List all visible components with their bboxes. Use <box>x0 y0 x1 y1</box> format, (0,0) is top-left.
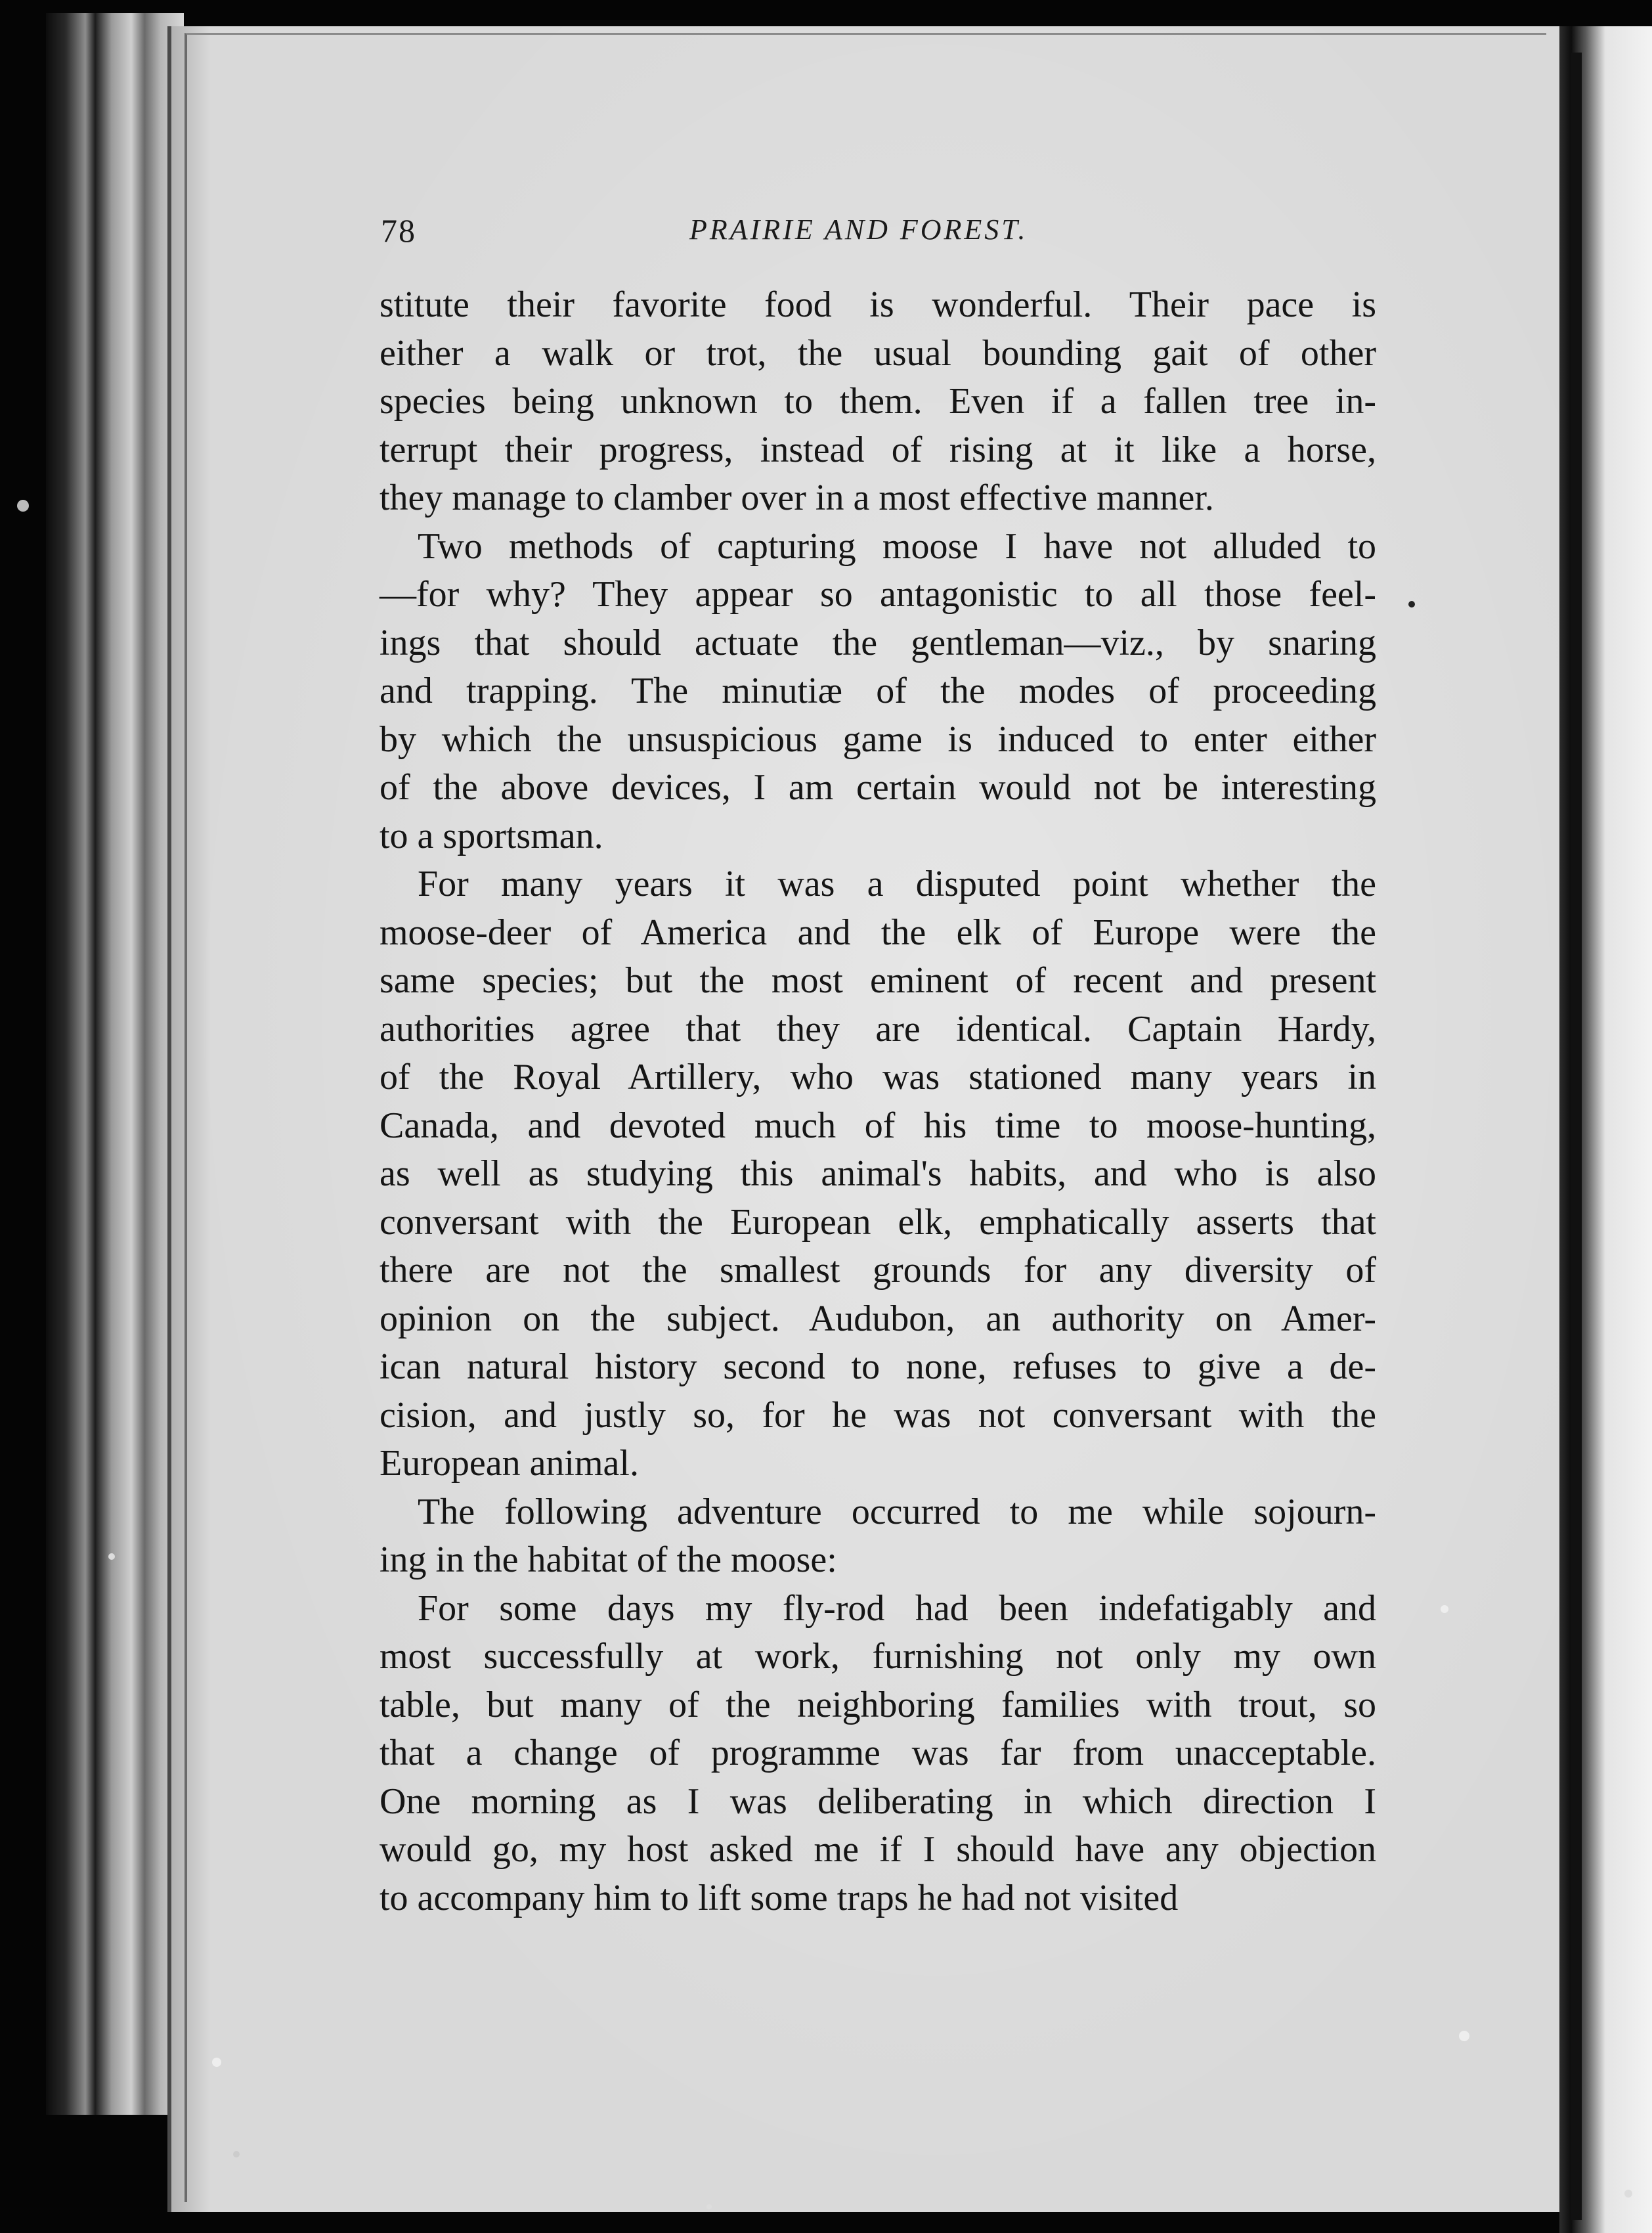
text-line: terrupt their progress, instead of rising at it like a horse, <box>380 429 1376 470</box>
running-header <box>381 211 1372 257</box>
text-line: cision, and justly so, for he was not conversant with the <box>380 1394 1376 1436</box>
text-line: to accompany him to lift some traps he had not visited <box>380 1877 1179 1918</box>
text-line: Two methods of capturing moose I have not alluded to <box>418 525 1376 567</box>
text-line: of the above devices, I am certain would not be interesting <box>380 767 1376 808</box>
text-line: table, but many of the neighboring families with trout, so <box>380 1684 1376 1725</box>
text-line: European animal. <box>380 1443 639 1484</box>
text-line: —for why? They appear so antagonistic to all those feel- <box>380 574 1376 615</box>
text-line: Canada, and devoted much of his time to moose-hunting, <box>380 1105 1376 1146</box>
text-line: stitute their favorite food is wonderful. Their pace is <box>380 284 1376 325</box>
text-line: authorities agree that they are identical. Captain Hardy, <box>380 1008 1376 1050</box>
text-line: For many years it was a disputed point whether the <box>418 864 1376 904</box>
body-text <box>380 281 1376 1922</box>
text-line: of the Royal Artillery, who was stationed many years in <box>380 1057 1376 1097</box>
text-line: most successfully at work, furnishing not only my own <box>380 1636 1376 1677</box>
text-line: there are not the smallest grounds for any diversity of <box>380 1250 1376 1291</box>
speck <box>17 500 29 512</box>
text-line: ings that should actuate the gentleman—viz., by snaring <box>380 622 1376 663</box>
page-number: 78 <box>381 212 416 249</box>
page-stack-edge <box>46 13 184 2115</box>
text-line: same species; but the most eminent of recent and present <box>380 960 1376 1001</box>
text-line: to a sportsman. <box>380 815 603 856</box>
text-line: that a change of programme was far from unacceptable. <box>380 1733 1376 1773</box>
text-line: and trapping. The minutiæ of the modes of proceeding <box>380 671 1376 711</box>
text-line: by which the unsuspicious game is induced to enter either <box>380 719 1376 760</box>
text-line: as well as studying this animal's habits, and who is also <box>380 1153 1376 1194</box>
text-line: ican natural history second to none, refuses to give a de- <box>380 1346 1376 1387</box>
text-line: One morning as I was deliberating in which direction I <box>380 1780 1376 1822</box>
text-line: moose-deer of America and the elk of Europe were the <box>380 912 1376 953</box>
text-line: conversant with the European elk, emphatically asserts that <box>380 1201 1376 1243</box>
text-line: species being unknown to them. Even if a fallen tree in- <box>380 381 1376 422</box>
text-line: they manage to clamber over in a most effective manner. <box>380 477 1214 518</box>
text-line: The following adventure occurred to me while sojourn- <box>418 1491 1376 1532</box>
fold-shadow <box>1571 53 1582 2220</box>
text-line: For some days my fly-rod had been indefatigably and <box>418 1587 1376 1629</box>
running-title: PRAIRIE AND FOREST. <box>689 213 1028 246</box>
text-line: either a walk or trot, the usual bounding gait of other <box>380 332 1376 374</box>
text-line: ing in the habitat of the moose: <box>380 1539 837 1580</box>
text-line: opinion on the subject. Audubon, an authority on Amer- <box>380 1298 1376 1339</box>
text-line: would go, my host asked me if I should have any objection <box>380 1829 1376 1870</box>
